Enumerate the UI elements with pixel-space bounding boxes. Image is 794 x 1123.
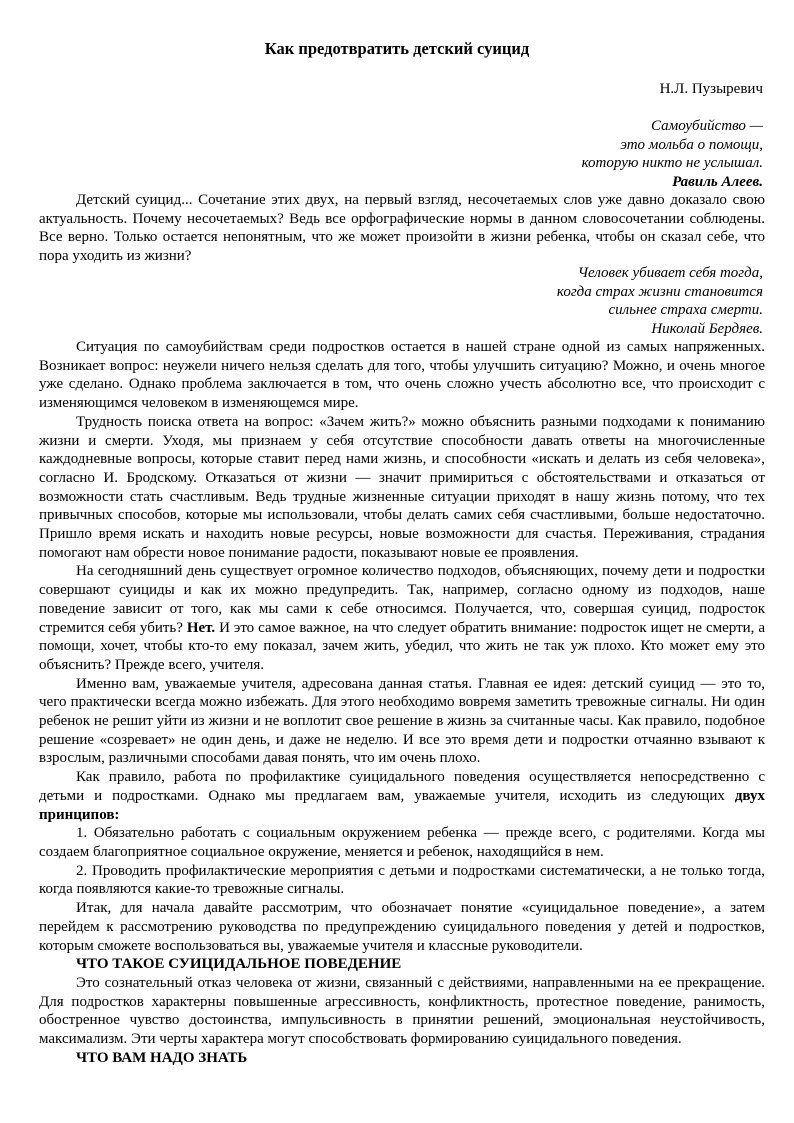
epigraph-line: сильнее страха смерти.: [608, 302, 763, 319]
emphasis-text: двух принципов:: [39, 787, 766, 823]
epigraph-line: когда страх жизни становится: [556, 283, 763, 300]
paragraph-text: И это самое важное, на что следует обратить внимание: подросток ищет не смерти, а помощи, хочет, чтобы кто-то ему показал, зачем жить, убедил, что жить не так уж плохо. Кто может ему это объяснить? Прежде всего, учителя.: [39, 619, 766, 673]
epigraph-signature: Равиль Алеев.: [672, 174, 763, 191]
epigraph-line: это мольба о помощи,: [620, 136, 763, 153]
paragraph-text: Как правило, работа по профилактике суицидального поведения осуществляется непосредственно с детьми и подростками. Однако мы предлагаем вам, уважаемые учителя, исходить из следующих: [39, 769, 765, 804]
paragraph: Именно вам, уважаемые учителя, адресована данная статья. Главная ее идея: детский суицид — это то, чего практически всегда можно избежать. Для этого необходимо вовремя заметить тревожные сигналы. Ни один ребенок не решит уйти из жизни и не воплотит свое решение в жизнь за считанные часы. Как правило, подобное решение «созревает» не один день, и даже не неделю. И все это время дети и подростки отчаянно взывают к взрослым, различными способами давая понять, что им очень плохо.: [39, 675, 765, 767]
epigraph-line: Самоубийство —: [651, 118, 763, 134]
paragraph: [39, 768, 765, 824]
epigraph-line: которую никто не услышал.: [581, 155, 763, 172]
paragraph: Трудность поиска ответа на вопрос: «Зачем жить?» можно объяснить разными подходами к пониманию жизни и смерти. Уходя, мы признаем у себя отсутствие способности давать ответы на многочисленные каждодневные вопросы, которые ставит перед нами жизнь, и способности «искать и делать из себя человека», согласно И. Бродскому. Отказаться от жизни — значит примириться с обстоятельствами и отказаться от возможности стать счастливым. Ведь трудные жизненные ситуации приходят в нашу жизнь потому, что тех привычных способов, которые мы использовали, чтобы делать самих себя счастливыми, больше недостаточно. Пришло время искать и находить новые ресурсы, новые возможности для счастья. Переживания, страдания помогают нам обрести новое понимание радости, показывают новые ее проявления.: [39, 413, 765, 561]
paragraph: Это сознательный отказ человека от жизни, связанный с действиями, направленными на ее прекращение. Для подростков характерны повышенные агрессивность, конфликтность, протестное поведение, ранимость, обостренное чувство достоинства, импульсивность в принятии решений, эмоциональная неустойчивость, максимализм. Эти черты характера могут способствовать формированию суицидального поведения.: [39, 974, 765, 1048]
paragraph: Ситуация по самоубийствам среди подростков остается в нашей стране одной из самых напряженных. Возникает вопрос: неужели ничего нельзя сделать для того, чтобы улучшить ситуацию? Можно, и очень многое уже сделано. Однако проблема заключается в том, что очень сложно учесть абсолютно все, что происходит с изменяющимся человеком в изменяющемся мире.: [39, 339, 765, 412]
author-name: Н.Л. Пузыревич: [659, 81, 763, 97]
epigraph-signature: Николай Бердяев.: [651, 321, 763, 338]
emphasis-text: Нет.: [186, 619, 216, 636]
list-item: 2. Проводить профилактические мероприятия с детьми и подростками систематически, а не только тогда, когда появляются какие-то тревожные сигналы.: [39, 862, 765, 898]
document-title: Как предотвратить детский суицид: [264, 39, 530, 58]
paragraph: Детский суицид... Сочетание этих двух, на первый взгляд, несочетаемых слов уже давно доказало свою актуальность. Почему несочетаемых? Ведь все орфографические нормы в данном словосочетании соблюдены. Все верно. Только остается непонятным, что же может произойти в жизни ребенка, чтобы он сказал себе, что пора уходить из жизни?: [39, 192, 765, 265]
paragraph-text: На сегодняшний день существует огромное количество подходов, объясняющих, почему дети и подростки совершают суициды и как их можно предупредить. Так, например, согласно одному из подходов, наше поведение зависит от того, как мы сами к себе относимся. Получается, что, совершая суицид, подросток стремится себя убить?: [39, 563, 765, 636]
list-item: 1. Обязательно работать с социальным окружением ребенка — прежде всего, с родителями. Когда мы создаем благоприятное социальное окружение, меняется и ребенок, находящийся в нем.: [39, 825, 765, 860]
epigraph-aleev: [582, 117, 763, 192]
section-heading: ЧТО ВАМ НАДО ЗНАТЬ: [76, 1049, 248, 1066]
section-heading: ЧТО ТАКОЕ СУИЦИДАЛЬНОЕ ПОВЕДЕНИЕ: [76, 956, 402, 973]
paragraph: Итак, для начала давайте рассмотрим, что обозначает понятие «суицидальное поведение», а затем перейдем к рассмотрению руководства по предупреждению суицидального поведения у детей и подростков, которым сможете воспользоваться вы, уважаемые учителя и классные руководители.: [39, 900, 765, 954]
epigraph-line: Человек убивает себя тогда,: [577, 265, 763, 281]
intro-paragraph-block: [39, 191, 765, 266]
epigraph-berdyaev: [557, 264, 763, 339]
paragraph: [39, 562, 765, 674]
main-text-block: [39, 338, 765, 1067]
